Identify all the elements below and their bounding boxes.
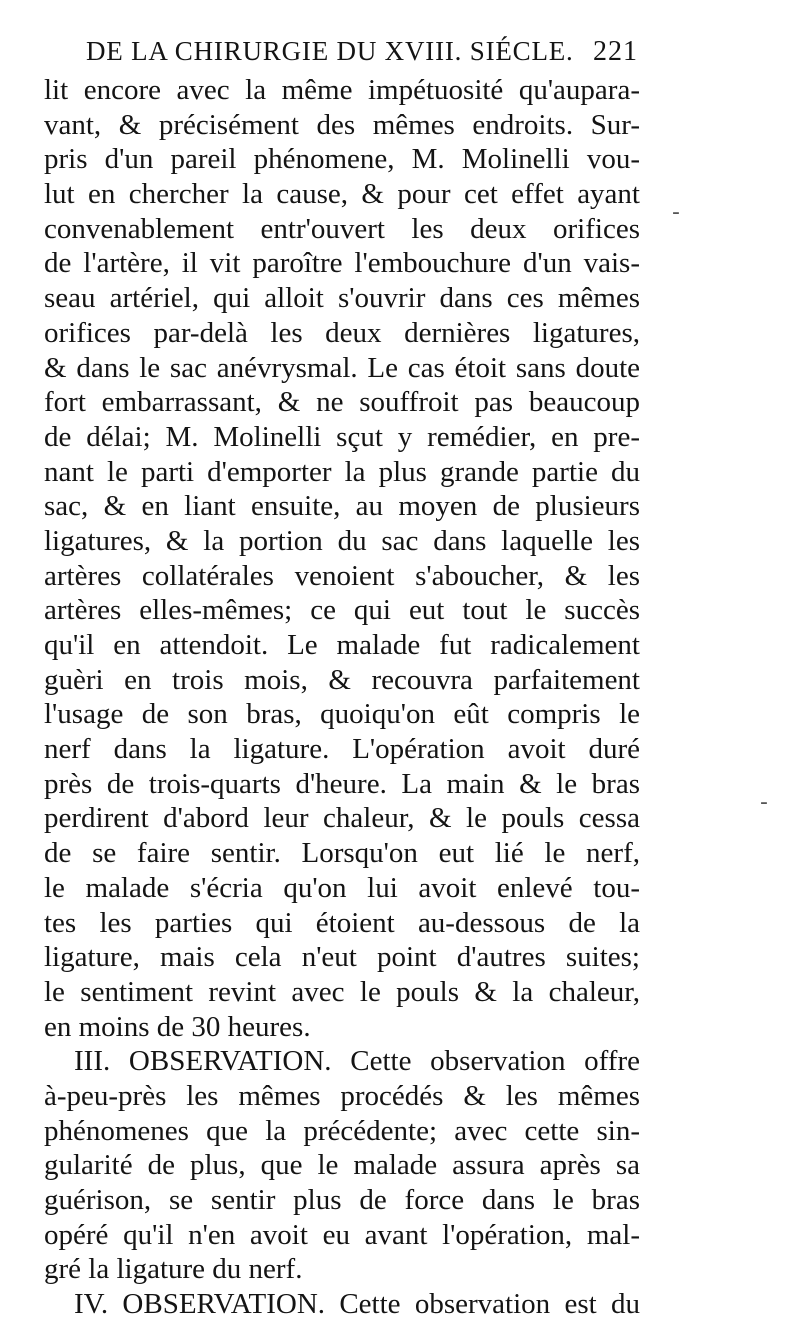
text-line: l'usage de son bras, quoiqu'on eût compris le [44, 698, 640, 731]
text-line: de délai; M. Molinelli sçut y remédier, en pre- [44, 420, 640, 453]
text-line: artères collatérales venoient s'aboucher, & les [44, 559, 640, 592]
text-line: ligature, mais cela n'eut point d'autres suites; [44, 941, 640, 974]
text-line: phénomenes que la précédente; avec cette sin- [44, 1114, 640, 1147]
text-line: guérison, se sentir plus de force dans le bras [44, 1184, 640, 1216]
text-line: nant le parti d'emporter la plus grande partie du [44, 455, 640, 488]
text-line: de l'artère, il vit paroître l'embouchure d'un vais- [44, 247, 640, 280]
text-line: nerf dans la ligature. L'opération avoit duré [44, 733, 640, 766]
margin-dash: - [672, 200, 680, 225]
text-line: à-peu-près les mêmes procédés & les mêmes [44, 1079, 640, 1112]
text-line: tes les parties qui étoient au-dessous de la [44, 906, 640, 939]
text-line: & dans le sac anévrysmal. Le cas étoit sans doute [44, 351, 640, 384]
text-line: guèri en trois mois, & recouvra parfaitement [44, 663, 640, 696]
running-head [86, 30, 638, 76]
text-line: de se faire sentir. Lorsqu'on eut lié le nerf, [44, 837, 640, 870]
text-line: perdirent d'abord leur chaleur, & le pouls cessa [44, 802, 640, 835]
running-title: DE LA CHIRURGIE DU XVIII. SIÉCLE. [86, 36, 574, 66]
page-number: 221 [593, 36, 638, 67]
text-line: opéré qu'il n'en avoit eu avant l'opération, mal- [44, 1218, 640, 1251]
text-line: lut en chercher la cause, & pour cet effet ayant [44, 178, 640, 211]
margin-dash: - [760, 790, 768, 815]
section-heading-line: III. OBSERVATION. Cette observation offre [74, 1045, 640, 1078]
text-line: convenablement entr'ouvert les deux orifices [44, 212, 640, 245]
text-line: pris d'un pareil phénomene, M. Molinelli vou- [44, 143, 640, 176]
text-line: sac, & en liant ensuite, au moyen de plusieurs [44, 490, 640, 523]
text-line: seau artériel, qui alloit s'ouvrir dans ces mêmes [44, 282, 640, 315]
body-text [44, 73, 640, 1322]
text-line: près de trois-quarts d'heure. La main & le bras [44, 767, 640, 800]
section-heading-line: IV. OBSERVATION. Cette observation est du [74, 1288, 640, 1321]
text-line: fort embarrassant, & ne souffroit pas beaucoup [44, 386, 640, 419]
text-line: gré la ligature du nerf. [44, 1253, 303, 1286]
text-line: lit encore avec la même impétuosité qu'aupara- [44, 74, 640, 106]
text-line: vant, & précisément des mêmes endroits. Sur- [44, 108, 640, 141]
text-line: orifices par-delà les deux dernières ligatures, [44, 316, 640, 349]
text-line: gularité de plus, que le malade assura après sa [44, 1149, 640, 1182]
text-line: qu'il en attendoit. Le malade fut radicalement [44, 629, 640, 661]
text-line: ligatures, & la portion du sac dans laquelle les [44, 524, 640, 557]
text-line: le sentiment revint avec le pouls & la chaleur, [44, 975, 640, 1008]
text-line: artères elles-mêmes; ce qui eut tout le succès [44, 594, 640, 627]
text-line: le malade s'écria qu'on lui avoit enlevé tou- [44, 871, 640, 904]
text-line: en moins de 30 heures. [44, 1010, 311, 1043]
